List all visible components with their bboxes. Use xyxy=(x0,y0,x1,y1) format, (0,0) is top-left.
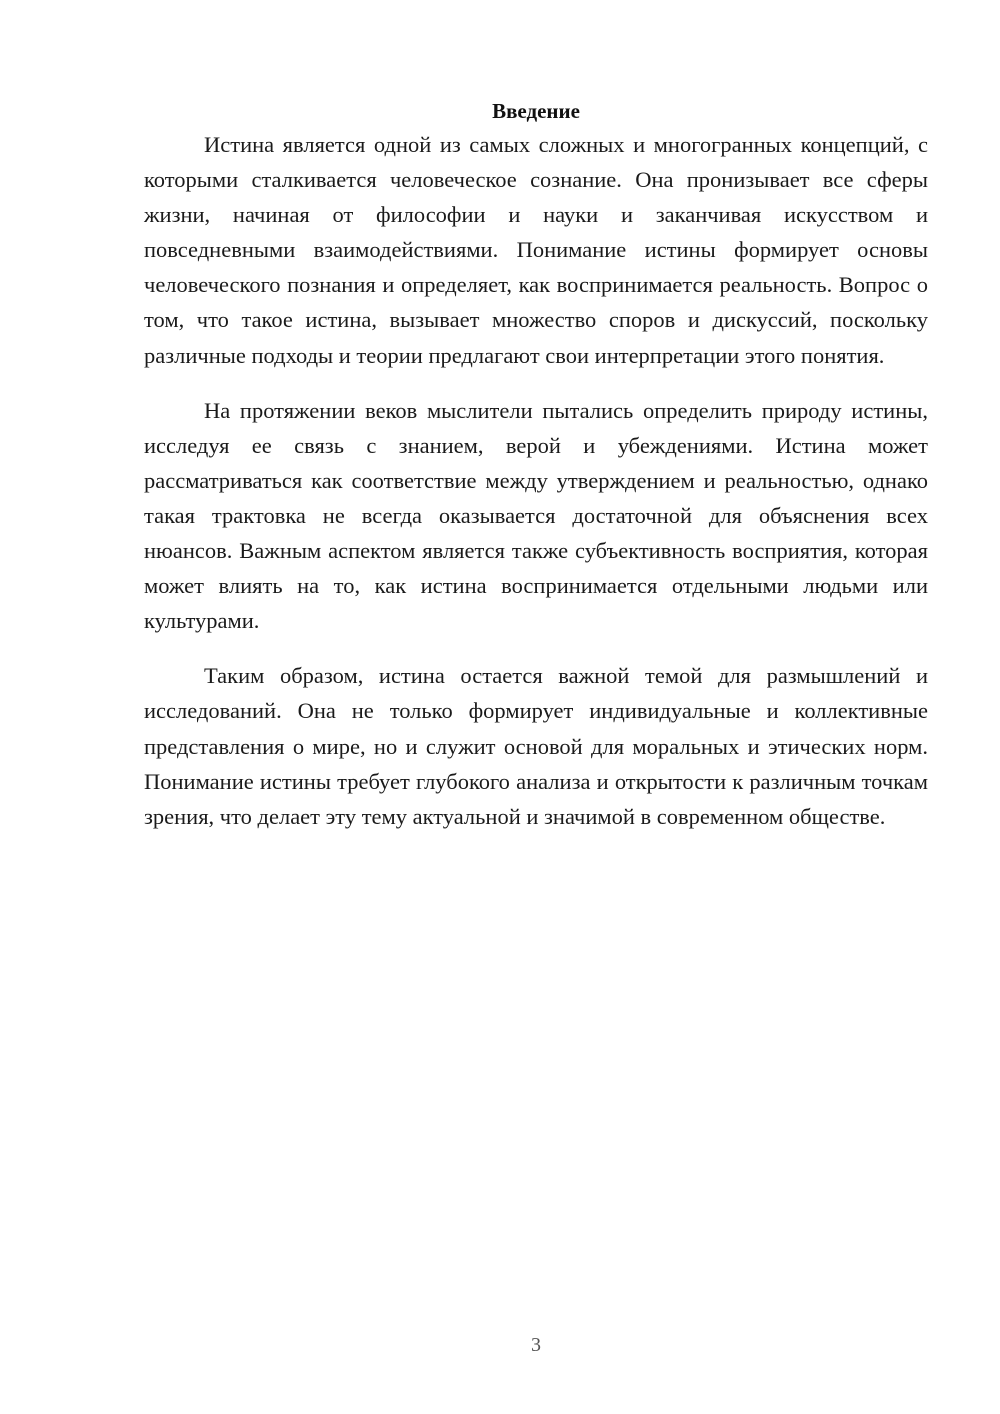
page-number: 3 xyxy=(531,1334,541,1356)
paragraph-1: Истина является одной из самых сложных и многогранных концепций, с которыми сталкивается человеческое сознание. Она пронизывает все сферы жизни, начиная от философии и науки и заканчивая искусством и повседневными взаимодействиями. Понимание истины формирует основы человеческого познания и определяет, как воспринимается реальность. Вопрос о том, что такое истина, вызывает множество споров и дискуссий, поскольку различные подходы и теории предлагают свои интерпретации этого понятия. xyxy=(144,132,928,368)
paragraph-2: На протяжении веков мыслители пытались определить природу истины, исследуя ее связь с знанием, верой и убеждениями. Истина может рассматриваться как соответствие между утверждением и реальностью, однако такая трактовка не всегда оказывается достаточной для объяснения всех нюансов. Важным аспектом является также субъективность восприятия, которая может влиять на то, как истина воспринимается отдельными людьми или культурами. xyxy=(144,397,928,634)
page-content xyxy=(144,92,928,854)
paragraph-3: Таким образом, истина остается важной темой для размышлений и исследований. Она не только формирует индивидуальные и коллективные представления о мире, но и служит основой для моральных и этических норм. Понимание истины требует глубокого анализа и открытости к различным точкам зрения, что делает эту тему актуальной и значимой в современном обществе. xyxy=(144,663,928,829)
section-heading: Введение xyxy=(492,99,580,123)
